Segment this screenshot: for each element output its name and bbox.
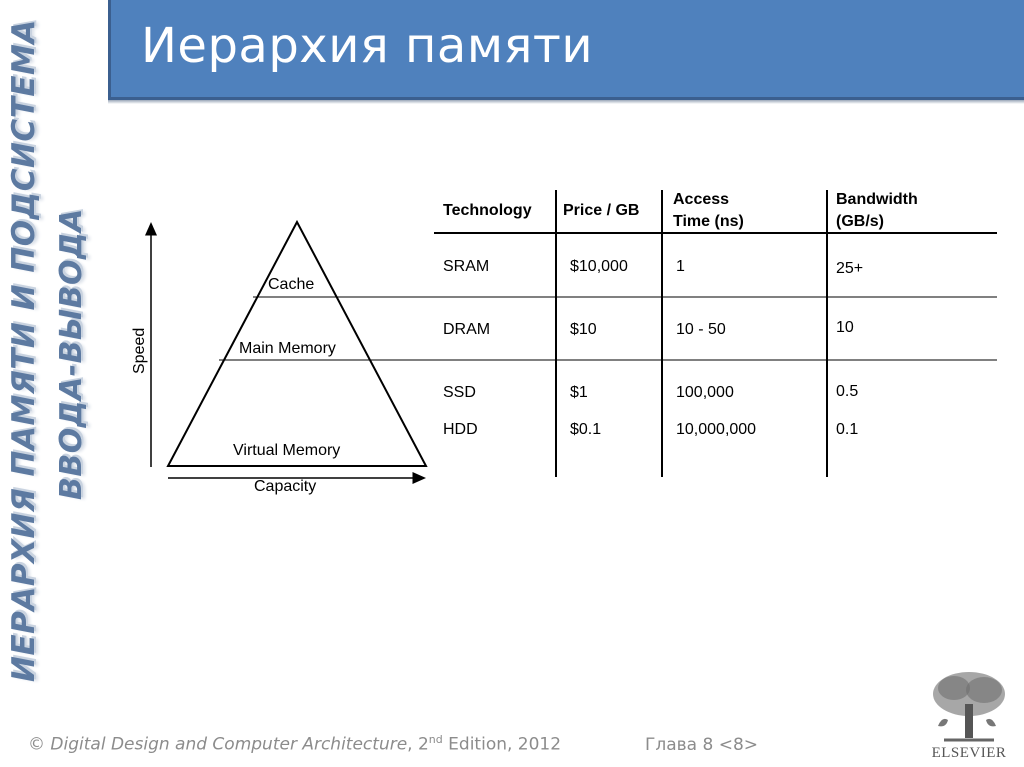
- side-chapter-title-line2: ВВОДА-ВЫВОДА: [54, 208, 89, 500]
- chapter-page-number: Глава 8 <8>: [645, 735, 759, 755]
- header-access-line1: Access: [673, 191, 730, 208]
- edition-superscript: nd: [428, 733, 443, 746]
- speed-axis-label: Speed: [131, 327, 148, 374]
- table-cell: 0.5: [836, 383, 859, 400]
- elsevier-wordmark: ELSEVIER: [931, 745, 1007, 761]
- table-cell: 1: [676, 258, 685, 275]
- level-main-memory-label: Main Memory: [239, 340, 336, 357]
- header-bandwidth-line2: (GB/s): [836, 213, 884, 230]
- table-cell: DRAM: [443, 321, 491, 338]
- table-cell: $1: [570, 384, 588, 401]
- header-price: Price / GB: [563, 202, 640, 219]
- book-title: Digital Design and Computer Architecture: [50, 734, 408, 755]
- level-cache-label: Cache: [268, 276, 315, 293]
- slide-title: Иерархия памяти: [141, 18, 594, 74]
- header-access-line2: Time (ns): [673, 213, 744, 230]
- edition-suffix: Edition, 2012: [442, 734, 562, 755]
- table-cell: 100,000: [676, 384, 734, 401]
- edition-prefix: , 2: [407, 734, 429, 755]
- table-cell: SSD: [443, 384, 476, 401]
- table-cell: 10,000,000: [676, 421, 757, 438]
- header-bandwidth-line1: Bandwidth: [836, 191, 918, 208]
- side-chapter-title-line1: ИЕРАРХИЯ ПАМЯТИ И ПОДСИСТЕМА: [6, 19, 42, 682]
- header-technology: Technology: [443, 202, 532, 219]
- table-cell: 10 - 50: [676, 321, 726, 338]
- table-cell: HDD: [443, 421, 478, 438]
- table-cell: $10: [570, 321, 597, 338]
- table-cell: 0.1: [836, 421, 859, 438]
- footer-copyright: [28, 733, 561, 755]
- table-cell: $10,000: [570, 258, 628, 275]
- table-cell: $0.1: [570, 421, 602, 438]
- table-cell: 25+: [836, 260, 864, 277]
- level-virtual-memory-label: Virtual Memory: [233, 442, 341, 459]
- capacity-axis-label: Capacity: [254, 478, 317, 495]
- table-cell: SRAM: [443, 258, 490, 275]
- copyright-symbol: ©: [28, 734, 45, 755]
- table-cell: 10: [836, 319, 854, 336]
